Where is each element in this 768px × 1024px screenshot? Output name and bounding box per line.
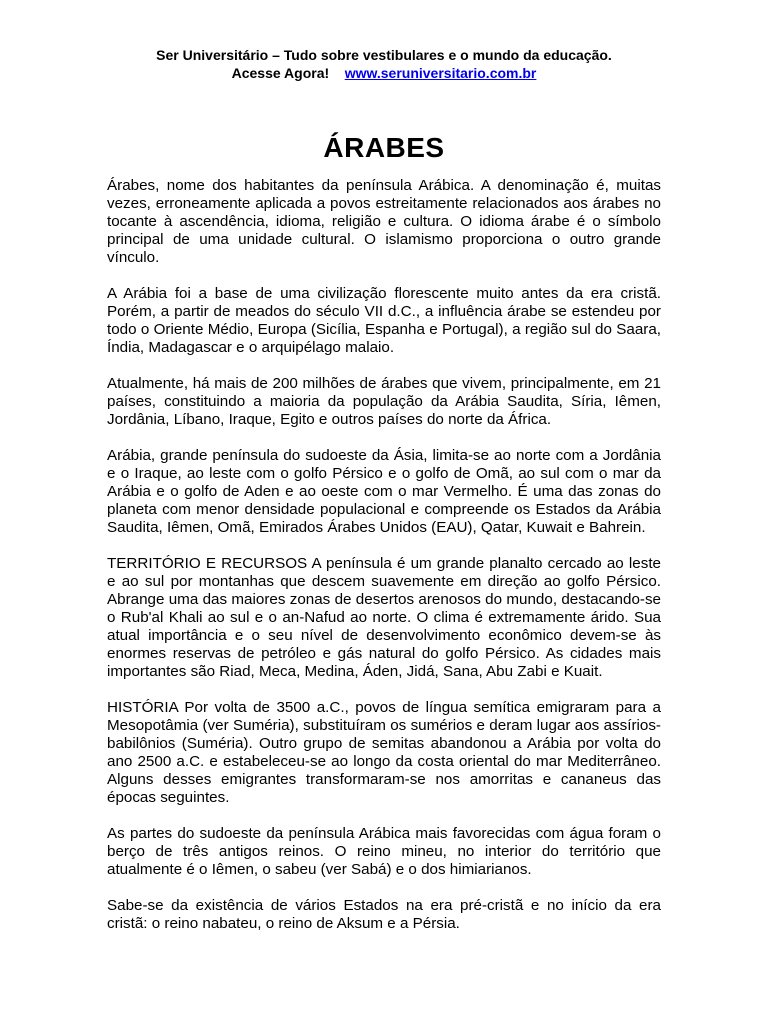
paragraph: Atualmente, há mais de 200 milhões de árabes que vivem, principalmente, em 21 países, constituindo a maioria da população da Arábia Saudita, Síria, Iêmen, Jordânia, Líbano, Iraque, Egito e outros países do norte da África.: [107, 375, 661, 428]
paragraph: As partes do sudoeste da península Arábica mais favorecidas com água foram o berço de três antigos reinos. O reino mineu, no interior do território que atualmente é o Iêmen, o sabeu (ver Sabá) e o dos himiarianos.: [107, 825, 661, 878]
paragraph: A Arábia foi a base de uma civilização florescente muito antes da era cristã. Porém, a partir de meados do século VII d.C., a influência árabe se estendeu por todo o Oriente Médio, Europa (Sicília, Espanha e Portugal), a região sul do Saara, Índia, Madagascar e o arquipélago malaio.: [107, 285, 661, 356]
paragraph: HISTÓRIA Por volta de 3500 a.C., povos de língua semítica emigraram para a Mesopotâmia (ver Suméria), substituíram os sumérios e deram lugar aos assírios-babilônios (Suméria). Outro grupo de semitas abandonou a Arábia por volta do ano 2500 a.C. e estabeleceu-se ao longo da costa oriental do mar Mediterrâneo. Alguns desses emigrantes transformaram-se nos amorritas e cananeus das épocas seguintes.: [107, 699, 661, 806]
header-tagline: Ser Universitário – Tudo sobre vestibulares e o mundo da educação.: [156, 47, 612, 63]
paragraph: Árabes, nome dos habitantes da península Arábica. A denominação é, muitas vezes, erroneamente aplicada a povos estreitamente relacionados aos árabes no tocante à ascendência, idioma, religião e cultura. O idioma árabe é o símbolo principal de uma unidade cultural. O islamismo proporciona o outro grande vínculo.: [107, 177, 661, 266]
document-body: [107, 177, 661, 933]
page-header: [107, 0, 661, 82]
page-title: ÁRABES: [323, 132, 445, 163]
paragraph: Sabe-se da existência de vários Estados na era pré-cristã e no início da era cristã: o reino nabateu, o reino de Aksum e a Pérsia.: [107, 897, 661, 932]
paragraph: Arábia, grande península do sudoeste da Ásia, limita-se ao norte com a Jordânia e o Iraque, ao leste com o golfo Pérsico e o golfo de Omã, ao sul com o mar da Arábia e o golfo de Aden e ao oeste com o mar Vermelho. É uma das zonas do planeta com menor densidade populacional e compreende os Estados da Arábia Saudita, Iêmen, Omã, Emirados Árabes Unidos (EAU), Qatar, Kuwait e Bahrein.: [107, 447, 661, 536]
header-access-label: Acesse Agora!: [231, 65, 330, 81]
paragraph: TERRITÓRIO E RECURSOS A península é um grande planalto cercado ao leste e ao sul por montanhas que descem suavemente em direção ao golfo Pérsico. Abrange uma das maiores zonas de desertos arenosos do mundo, destacando-se o Rub'al Khali ao sul e o an-Nafud ao norte. O clima é extremamente árido. Sua atual importância e o seu nível de desenvolvimento econômico devem-se às enormes reservas de petróleo e gás natural do golfo Pérsico. As cidades mais importantes são Riad, Meca, Medina, Áden, Jidá, Sana, Abu Zabi e Kuait.: [107, 555, 661, 680]
header-access-line: [107, 64, 661, 82]
site-link[interactable]: www.seruniversitario.com.br: [344, 65, 537, 81]
